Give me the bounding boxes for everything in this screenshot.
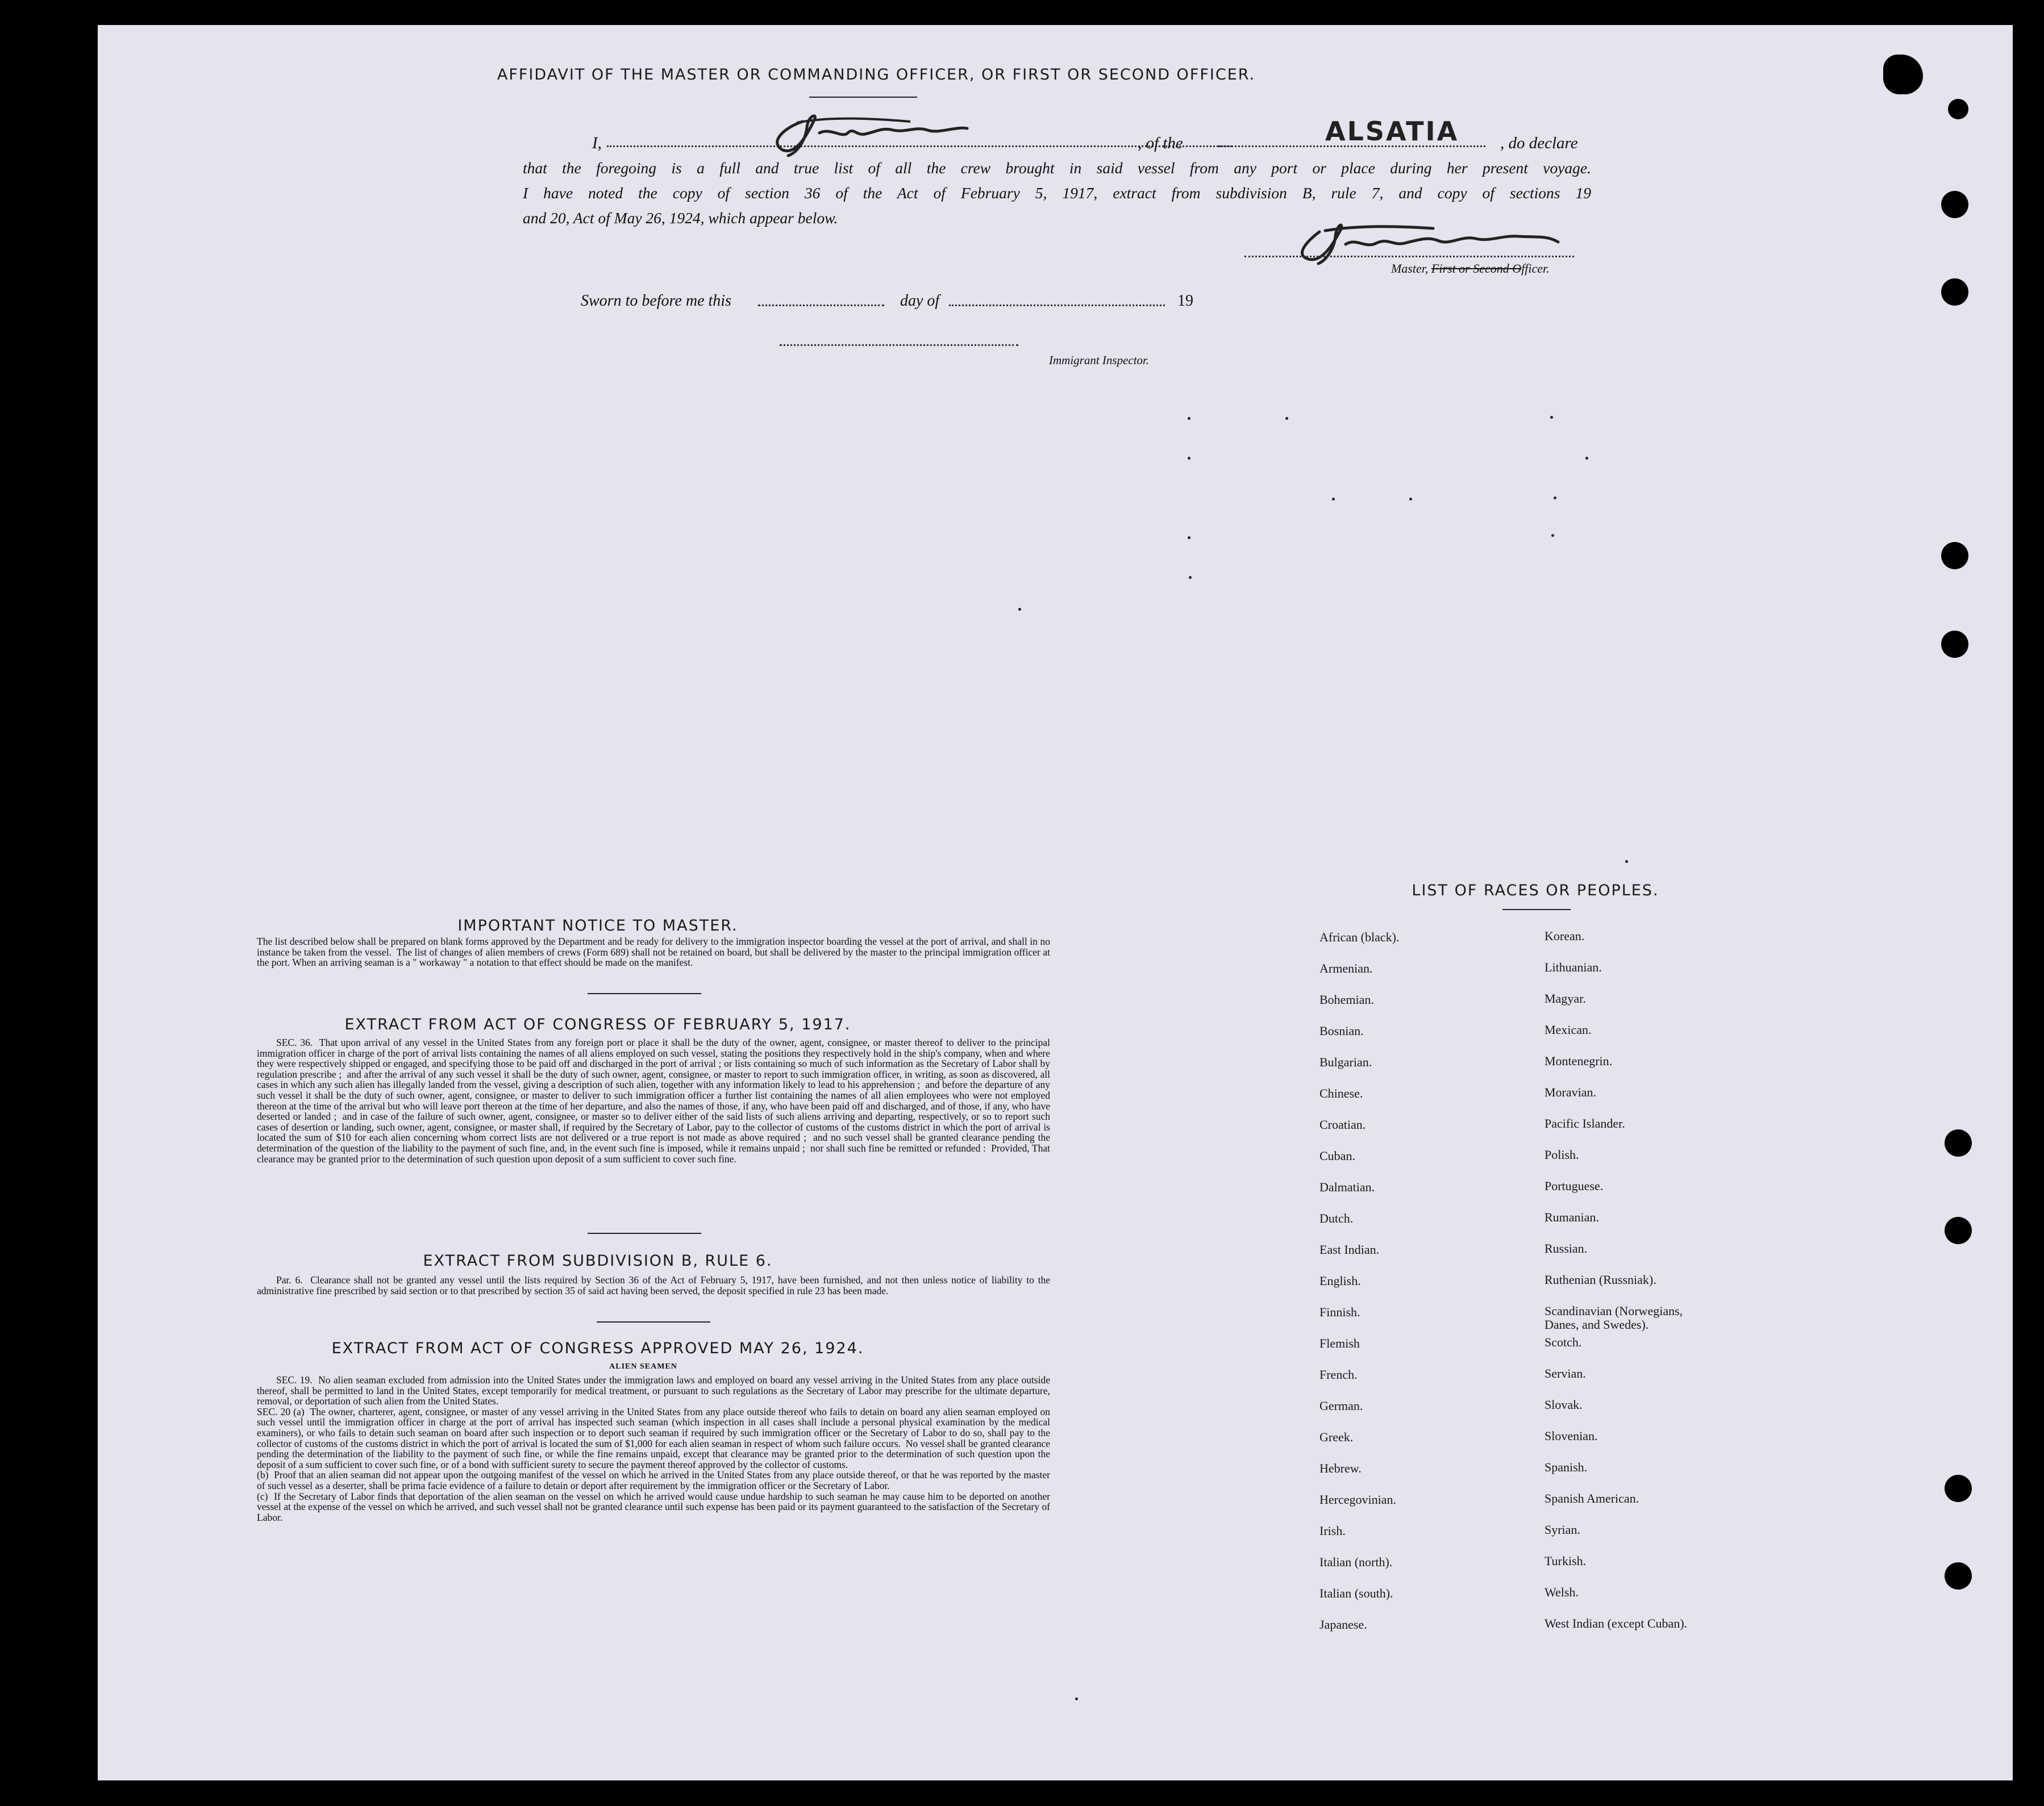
race-item: Ruthenian (Russniak). [1545,1273,1656,1287]
master-officer-label [1391,261,1550,276]
punch-hole [1948,99,1968,119]
extract-1917-body: SEC. 36. That upon arrival of any vessel in the United States from any foreign port or place it shall be the duty of the owner, agent, consignee, or master thereof to deliver to the principal immigration officer in charge of the port of arrival lists containing the names of all aliens employed on such vessel, stating the positions they respectively hold in the ship's company, when and where they were respectively shipped or engaged, and specifying those to be paid off and discharged in the port of arrival ; or lists containing so much of such information as the Secretary of Labor shall by regulation prescribe ; and after the arrival of any such vessel it shall be the duty of such owner, agent, consignee, or master to report to such immigration officer, in writing, as soon as discovered, all cases in which any such alien has illegally landed from the vessel, giving a description of such alien, together with any information likely to lead to his apprehension ; and before the departure of any such vessel it shall be the duty of such owner, agent, consignee, or master to deliver to such immigration officer a further list containing the names of all alien employees who were not employed thereon at the time of the arrival but who will leave port thereon at the time of her departure, and also the names of those, if any, who have been paid off and discharged, and of those, if any, who have deserted or landed ; and in case of the failure of such owner, agent, consignee, or master so to deliver either of the said lists of such aliens arriving and departing, respectively, or so to report such cases of desertion or landing, such owner, agent, consignee, or master shall, if required by the Secretary of Labor, pay to the collector of customs of the customs district in which the port of arrival is located the sum of $10 for each alien concerning whom correct lists are not delivered or a true report is not made as above required ; and no such vessel shall be granted clearance pending the determination of the question of the liability to the payment of such fine, and, in the event such fine is imposed, while it remains unpaid ; nor shall such fine be remitted or refunded : Provided, That clearance may be granted prior to the determination of such question upon deposit of a sum sufficient to cover such fine. [257,1037,1053,1165]
divider [588,993,701,994]
races-title: LIST OF RACES OR PEOPLES. [1412,882,1659,899]
race-item: Portuguese. [1545,1179,1604,1193]
race-item: Montenegrin. [1545,1054,1613,1068]
race-item: Polish. [1545,1148,1579,1162]
punch-hole [1941,631,1968,658]
race-item: East Indian. [1319,1242,1380,1257]
handwritten-signature [763,110,1058,161]
punch-hole [1945,1475,1972,1502]
extract-rule6-title: EXTRACT FROM SUBDIVISION B, RULE 6. [423,1252,773,1270]
title-underline [809,97,917,98]
races-underline [1502,909,1571,910]
race-item: West Indian (except Cuban). [1545,1616,1688,1630]
race-item: Bohemian. [1319,992,1374,1007]
speck [1188,417,1190,420]
race-item: Welsh. [1545,1585,1579,1599]
race-item: Irish. [1319,1524,1346,1538]
extract-1924-title: EXTRACT FROM ACT OF CONGRESS APPROVED MAY 26, 1924. [331,1340,864,1357]
race-item: Syrian. [1545,1523,1580,1537]
punch-hole [1941,542,1968,569]
master-label-prefix: Master, [1391,261,1431,276]
race-item: Finnish. [1319,1305,1360,1319]
race-item: Mexican. [1545,1023,1592,1037]
race-item: Lithuanian. [1545,960,1602,974]
vessel-name: ALSATIA [1325,116,1459,147]
race-item: Croatian. [1319,1117,1366,1132]
notice-body: The list described below shall be prepared on blank forms approved by the Department and be ready for delivery to the immigration inspector boarding the vessel at the port of arrival, and shall in no instance be taken from the vessel. The list of changes of alien members of crews (Form 689) shall not be retained on board, but shall be delivered by the master to the principal immigration officer at the port. When an arriving seaman is a " workaway " a notation to that effect should be made on the manifest. [257,936,1053,969]
race-item: Korean. [1545,929,1585,943]
inspector-label: Immigrant Inspector. [1049,353,1150,367]
i-label: I, [592,134,602,152]
sworn-day-line [758,305,884,306]
punch-hole [1941,191,1968,218]
sworn-month-line [949,305,1165,306]
extract-1924-subtitle: ALIEN SEAMEN [609,1362,677,1371]
race-item: English. [1319,1274,1361,1288]
race-item: Dalmatian. [1319,1180,1375,1194]
race-item: Bulgarian. [1319,1055,1372,1069]
divider [597,1321,710,1323]
race-item: Russian. [1545,1241,1588,1256]
speck [1188,457,1190,460]
race-item: African (black). [1319,930,1400,944]
race-item: Bosnian. [1319,1024,1364,1038]
speck [1188,536,1190,539]
race-item: Magyar. [1545,991,1586,1006]
punch-hole [1945,1129,1972,1157]
master-label-suffix: fficer. [1521,261,1550,276]
race-item: Greek. [1319,1430,1354,1444]
sworn-day-label: day of [900,292,940,310]
race-item: Spanish American. [1545,1491,1639,1505]
declaration-line-3: and 20, Act of May 26, 1924, which appear below. [523,209,838,227]
speck [1189,576,1192,579]
race-item: Hercegovinian. [1319,1492,1396,1507]
master-signature-line [1244,256,1574,257]
race-item: Spanish. [1545,1460,1588,1474]
speck [1409,498,1412,500]
race-item: French. [1319,1367,1358,1382]
affidavit-title: AFFIDAVIT OF THE MASTER OR COMMANDING OFFICER, OR FIRST OR SECOND OFFICER. [497,66,1256,84]
race-item: Slovak. [1545,1398,1583,1412]
speck [1285,417,1288,420]
sworn-label: Sworn to before me this [581,292,731,310]
notice-title: IMPORTANT NOTICE TO MASTER. [457,917,738,935]
master-label-struck: First or Second O [1431,261,1522,276]
do-declare-label: , do declare [1500,134,1578,152]
torn-corner [1883,55,1923,94]
race-item: Slovenian. [1545,1429,1598,1443]
race-item: Dutch. [1319,1211,1354,1225]
speck [1332,498,1335,500]
extract-rule6-body: Par. 6. Clearance shall not be granted any vessel until the lists required by Section 36 of the Act of February 5, 1917, have been furnished, and not then unless notice of liability to the administrative fine prescribed by said section or to that prescribed by section 35 of said act having been served, the deposit specified in rule 23 has been made. [257,1274,1053,1296]
race-item: German. [1319,1399,1363,1413]
speck [1625,860,1628,863]
punch-hole [1945,1217,1972,1244]
speck [1585,457,1588,460]
extract-1917-title: EXTRACT FROM ACT OF CONGRESS OF FEBRUARY 5, 1917. [344,1016,851,1033]
race-item: Flemish [1319,1336,1360,1350]
race-item: Scotch. [1545,1335,1582,1349]
race-item: Japanese. [1319,1617,1367,1632]
of-the-label: , of the [1138,134,1183,152]
race-item: Pacific Islander. [1545,1116,1625,1131]
punch-hole [1945,1562,1972,1590]
divider [588,1233,701,1234]
inspector-line [780,344,1018,346]
race-item: Cuban. [1319,1149,1355,1163]
race-item: Chinese. [1319,1086,1363,1100]
declaration-line-1: that the foregoing is a full and true list of all the crew brought in said vessel from any port or place during her present voyage. [523,159,1591,177]
race-item: Scandinavian (Norwegians, Danes, and Swedes). [1545,1304,1683,1332]
declaration-line-2: I have noted the copy of section 36 of the Act of February 5, 1917, extract from subdivision B, rule 7, and copy of sections 19 [523,184,1591,202]
race-item: Italian (south). [1319,1586,1393,1600]
speck [1018,608,1021,611]
race-item: Hebrew. [1319,1461,1362,1475]
race-item: Servian. [1545,1366,1586,1380]
speck [1554,497,1556,499]
race-item: Turkish. [1545,1554,1587,1568]
document-page [98,25,2013,1780]
race-item: Rumanian. [1545,1210,1599,1224]
punch-hole [1941,278,1968,306]
race-item: Moravian. [1545,1085,1597,1099]
speck [1550,416,1553,419]
sworn-year-label: 19 [1177,292,1193,310]
race-item: Armenian. [1319,961,1373,975]
speck [1075,1697,1078,1700]
race-item: Italian (north). [1319,1555,1393,1569]
speck [1551,534,1554,537]
extract-1924-body: SEC. 19. No alien seaman excluded from admission into the United States under the immigration laws and employed on board any vessel arriving in the United States from any place outside thereof, shall be permitted to land in the United States, except temporarily for medical treatment, or pursuant to such regulations as the Secretary of Labor may prescribe for the ultimate departure, removal, or deportation of such alien from the United States. SEC. 20 (a) The owner, charterer, agent, consignee, or master of any vessel arriving in the United States from any place outside thereof who fails to detain on board any alien seaman employed on such vessel until the immigration officer in charge at the port of arrival has inspected such seaman (which inspection in all cases shall include a personal physical examination by the medical examiners), or who fails to detain such seaman on board after such inspection or to deport such seaman if required by such immigration officer or the Secretary of Labor to do so, shall pay to the collector of customs of the customs district in which the port of arrival is located the sum of $1,000 for each alien seaman in respect of whom such failure occurs. No vessel shall be granted clearance pending the determination of the liability to the payment of such fine, or while the fine remains unpaid, except that clearance may be granted prior to the determination of such question upon the deposit of a sum sufficient to cover such fine, or of a bond with sufficient surety to secure the payment thereof approved by the collector of customs. (b) Proof that an alien seaman did not appear upon the outgoing manifest of the vessel on which he arrived in the United States from any place outside thereof, or that he was reported by the master of such vessel as a deserter, shall be prima facie evidence of a failure to detain or deport after requirement by the immigration officer or the Secretary of Labor. (c) If the Secretary of Labor finds that deportation of the alien seaman on the vessel on which he arrived would cause undue hardship to such seaman he may cause him to be deported on another vessel at the expense of the vessel on which he arrived, and such vessel shall not be granted clearance until such expense has been paid or its payment guaranteed to the satisfaction of the Secretary of Labor. [257,1374,1050,1523]
